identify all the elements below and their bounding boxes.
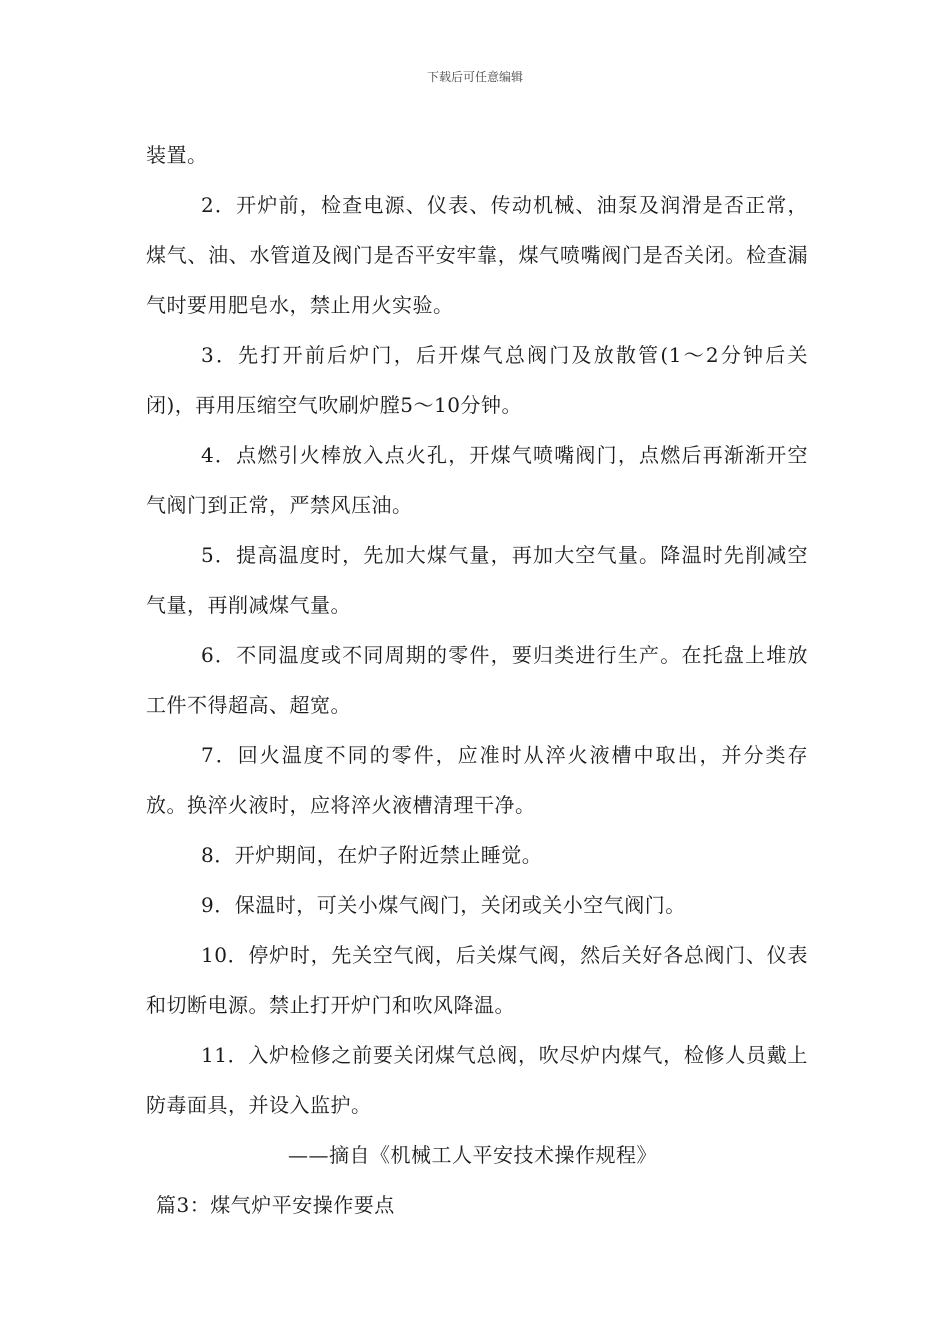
paragraph-11: 11．入炉检修之前要关闭煤气总阀，吹尽炉内煤气，检修人员戴上防毒面具，并设入监护。 <box>146 1043 808 1117</box>
source-citation: ——摘自《机械工人平安技术操作规程》 <box>288 1143 657 1167</box>
paragraph-6: 6．不同温度或不同周期的零件，要归类进行生产。在托盘上堆放工件不得超高、超宽。 <box>146 643 808 717</box>
document-body <box>146 130 808 1230</box>
paragraph-10: 10．停炉时，先关空气阀，后关煤气阀，然后关好各总阀门、仪表和切断电源。禁止打开炉门和吹风降温。 <box>146 943 808 1017</box>
paragraph-2: 2．开炉前，检查电源、仪表、传动机械、油泵及润滑是否正常，煤气、油、水管道及阀门是否平安牢靠，煤气喷嘴阀门是否关闭。检查漏气时要用肥皂水，禁止用火实验。 <box>146 193 808 317</box>
page-header: 下载后可任意编辑 <box>426 70 523 84</box>
paragraph-7: 7．回火温度不同的零件，应准时从淬火液槽中取出，并分类存放。换淬火液时，应将淬火液槽清理干净。 <box>146 743 808 817</box>
paragraph-9: 9．保温时，可关小煤气阀门，关闭或关小空气阀门。 <box>201 893 686 917</box>
paragraph-3: 3．先打开前后炉门，后开煤气总阀门及放散管(1～2分钟后关闭)，再用压缩空气吹刷炉膛5～10分钟。 <box>146 343 808 417</box>
chapter-heading: 篇3：煤气炉平安操作要点 <box>156 1193 395 1217</box>
paragraph-4: 4．点燃引火棒放入点火孔，开煤气喷嘴阀门，点燃后再渐渐开空气阀门到正常，严禁风压油。 <box>146 443 808 517</box>
paragraph-8: 8．开炉期间，在炉子附近禁止睡觉。 <box>201 843 543 867</box>
paragraph-1: 装置。 <box>146 143 208 167</box>
paragraph-5: 5．提高温度时，先加大煤气量，再加大空气量。降温时先削减空气量，再削减煤气量。 <box>146 543 808 617</box>
